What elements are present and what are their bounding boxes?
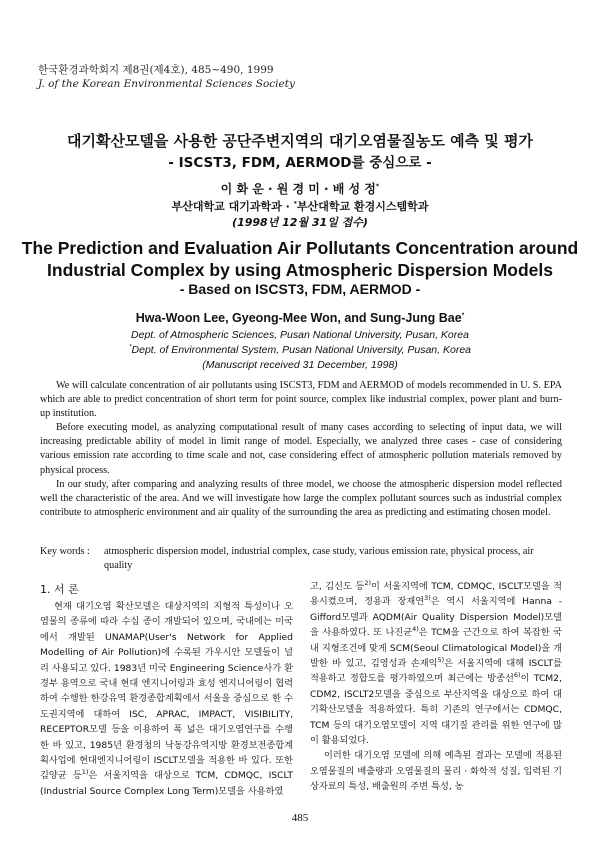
english-authors bbox=[0, 311, 600, 325]
reference-mark: 2) bbox=[364, 578, 371, 587]
affiliation-mark: * bbox=[293, 199, 297, 208]
english-author-mark: * bbox=[461, 311, 465, 319]
reference-mark: 1) bbox=[81, 768, 89, 777]
right-text-b: 이 서울지역에 TCM, CDMQC, ISCLT모델을 적용시켰으며, 정용과 장재연 bbox=[310, 581, 563, 608]
abstract bbox=[40, 379, 562, 520]
left-column bbox=[40, 599, 293, 799]
korean-authors-text: 이 화 운 · 원 경 미 · 배 성 정 bbox=[220, 182, 376, 196]
right-column-paragraph-1 bbox=[310, 579, 562, 748]
keywords-text: atmospheric dispersion model, industrial complex, case study, various emission rate, physical process, air quality bbox=[104, 546, 534, 571]
reference-mark: 4) bbox=[412, 625, 419, 634]
right-column-paragraph-2: 이러한 대기오염 모델에 의해 예측된 결과는 모델에 적용된 오염물질의 배출량과 오염물질의 물리 · 화학적 성질, 입력된 기상자료의 특성, 배출원의 주변 특성, 농 bbox=[310, 750, 562, 793]
english-title-line2: Industrial Complex by using Atmospheric Dispersion Models bbox=[47, 260, 553, 280]
abstract-paragraph: Before executing model, as analyzing computational result of many cases according to selecting of input data, we will increasing predictable ability of model in limit range of model. Especially, we analyzed three cases - case of considering various emission rate according to time scale and not, case considering effect of atmospheric pollution materials removed by physical process. bbox=[40, 422, 562, 476]
english-affiliation-1: Dept. of Atmospheric Sciences, Pusan National University, Pusan, Korea bbox=[131, 329, 469, 341]
reference-mark: 3) bbox=[424, 594, 431, 603]
korean-affiliations bbox=[0, 198, 600, 214]
korean-title: 대기확산모델을 사용한 공단주변지역의 대기오염물질농도 예측 및 평가 bbox=[66, 132, 534, 150]
korean-authors bbox=[0, 180, 600, 197]
page-number: 485 bbox=[291, 812, 309, 824]
left-para-tail: 은 서울지역을 대상으로 TCM, CDMQC, ISCLT (Industrial Source Complex Long Term)모델을 사용하였 bbox=[40, 770, 294, 797]
english-title-line1: The Prediction and Evaluation Air Pollutants Concentration around bbox=[21, 238, 579, 258]
english-affiliation-mark: * bbox=[129, 343, 132, 351]
korean-subtitle: - ISCST3, FDM, AERMOD를 중심으로 - bbox=[168, 155, 432, 171]
english-affiliation-2-line bbox=[0, 344, 600, 356]
section-heading: 1. 서 론 bbox=[40, 583, 79, 596]
english-authors-text: Hwa-Woon Lee, Gyeong-Mee Won, and Sung-Jung Bae bbox=[135, 311, 462, 325]
right-column bbox=[310, 579, 562, 795]
journal-name: J. of the Korean Environmental Sciences Society bbox=[38, 78, 295, 90]
english-affiliation-2: Dept. of Environmental System, Pusan National University, Pusan, Korea bbox=[131, 344, 471, 356]
right-text-f: 이 TCM2, CDM2, ISCLT2모델을 중심으로 부산지역을 대상으로 하여 대기확산모델을 적용하였다. 특히 기존의 연구에서는 CDMQC, TCM 등의 대기오염모델이 지역 대기질 관리를 위한 연구에 많이 활용되었다. bbox=[310, 673, 562, 747]
korean-affiliation-2: 부산대학교 환경시스템학과 bbox=[297, 200, 429, 213]
abstract-paragraph: We will calculate concentration of air pollutants using ISCST3, FDM and AERMOD of models recommended in U. S. EPA which are able to predict concentration of short term for point source, complex like industrial complex, power plant and burn-up institution. bbox=[40, 380, 562, 420]
reference-mark: 5) bbox=[437, 655, 445, 664]
korean-affiliation-1: 부산대학교 대기과학과 · bbox=[171, 200, 294, 213]
left-column-paragraph bbox=[40, 599, 293, 799]
right-text-d: 은 TCM을 근간으로 하여 복잡한 국내 지형조건에 맞게 SCM(Seoul Climatological Model)을 개발한 바 있고, 김영성과 손재익 bbox=[310, 627, 562, 670]
right-text-a: 고, 김신도 등 bbox=[310, 581, 365, 592]
author-mark: * bbox=[375, 182, 380, 190]
english-subtitle: - Based on ISCST3, FDM, AERMOD - bbox=[179, 281, 421, 297]
left-para-text: 현재 대기오염 확산모델은 대상지역의 지형적 특성이나 오염물의 종류에 따라 수십 종이 개발되어 있으며, 국내에는 미국에서 개발된 UNAMAP(User's Network for Applied Modelling of Air Pollution)에 수록된 가우시안 모델들이 널리 사용되고 있다. 1983년 미국 Engineering Science사가 환경부 용역으로 국내 현대 엔지니어링과 효성 엔지니어링이 협력하여 수행한 한강유역 환경종합계획에서 서울을 중심으로 한 수도권지역에 대하여 ISC, APRAC, IMPACT, VISIBILITY, RECEPTOR모델 등을 이용하여 폭 넓은 대기오염연구를 수행한 바 있고, 1985년 환경청의 낙동강유역지방 환경보전종합계획사업에 현대엔지니어링이 ISCLT모델을 적용한 바 있다. 또한 김양균 등 bbox=[40, 601, 293, 782]
journal-citation: 한국환경과학회지 제8권(제4호), 485~490, 1999 bbox=[38, 64, 274, 76]
abstract-paragraph: In our study, after comparing and analyzing results of three model, we choose the atmospheric dispersion model reflected well the characteristic of the area. And we will investigate how large the complex pollutant sources such as industrial complex contribute to atmospheric environment and air quality of the surrounding the area as predicting and estimating chosen model. bbox=[40, 478, 562, 518]
right-text-c: 은 역시 서울지역에 Hanna - Gifford모델과 AQDM(Air Quality Dispersion Model)모델을 사용하였다. 또 나진균 bbox=[310, 596, 563, 639]
right-text-e: 은 서울지역에 대해 ISCLT를 적용하고 정합도를 평가하였으며 최근에는 방종선 bbox=[310, 658, 562, 685]
keywords-label: Key words : bbox=[40, 546, 90, 557]
reference-mark: 6) bbox=[513, 671, 521, 680]
korean-received-date: (1998년 12월 31일 접수) bbox=[232, 216, 368, 229]
english-received-date: (Manuscript received 31 December, 1998) bbox=[202, 359, 398, 371]
keywords bbox=[40, 545, 562, 573]
